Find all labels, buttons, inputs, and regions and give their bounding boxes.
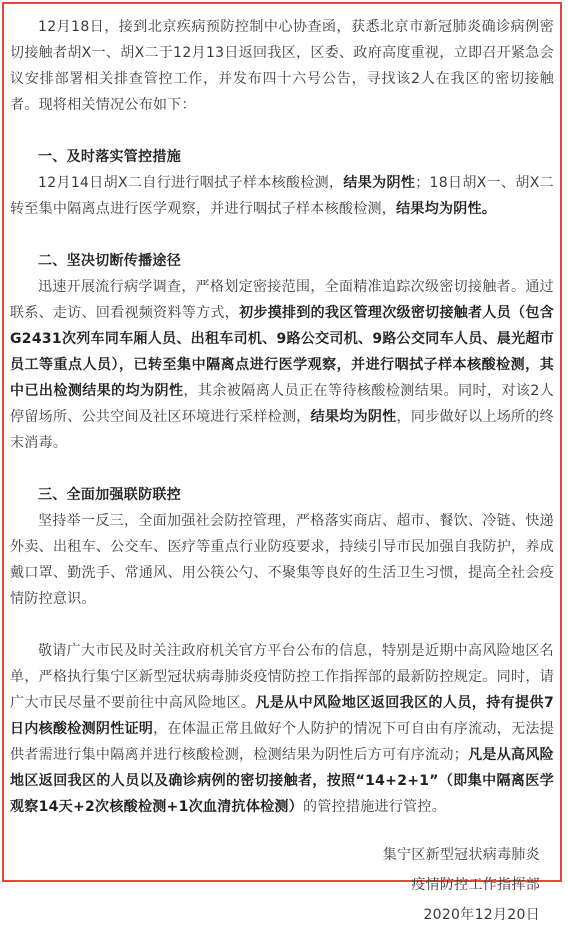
- section3-heading: 三、全面加强联防联控: [38, 487, 181, 503]
- signature-line-1: 集宁区新型冠状病毒肺炎: [382, 847, 540, 863]
- signature-date: 2020年12月20日: [423, 907, 540, 923]
- intro-text: 12月18日，接到北京疾病预防控制中心协查函，获悉北京市新冠肺炎确诊病例密切接触者胡X一、胡X二于12月13日返回我区，区委、政府高度重视，立即召开紧急会议安排部署相关排查管控工作，并发布四十六号公告，寻找该2人在我区的密切接触者。现将相关情况公布如下：: [10, 19, 554, 113]
- intro-paragraph: [10, 14, 554, 118]
- section2-paragraph: 迅速开展流行病学调查，严格划定密接范围，全面精准追踪次级密切接触者。通过联系、走访、回看视频资料等方式，初步摸排到的我区管理次级密切接触者人员（包含G2431次列车同车厢人员、出租车司机、9路公交司机、9路公交同车人员、晨光超市员工等重点人员），已转至集中隔离点进行医学观察，并进行咽拭子样本核酸检测，其中已出检测结果的均为阴性，其余被隔离人员正在等待核酸检测结果。同时，对该2人停留场所、公共空间及社区环境进行采样检测，结果均为阴性，同步做好以上场所的终末消毒。: [10, 279, 554, 451]
- announcement-body: [10, 14, 554, 930]
- section1-paragraph: 12月14日胡X二自行进行咽拭子样本核酸检测，结果为阴性；18日胡X一、胡X二转至集中隔离点进行医学观察，并进行咽拭子样本核酸检测，结果均为阴性。: [10, 175, 555, 217]
- section3-paragraph: 坚持举一反三，全面加强社会防控管理，严格落实商店、超市、餐饮、冷链、快递外卖、出租车、公交车、医疗等重点行业防疫要求，持续引导市民加强自我防护，养成戴口罩、勤洗手、常通风、用公筷公勺、不聚集等良好的生活卫生习惯，提高全社会疫情防控意识。: [10, 513, 554, 607]
- closing-paragraph: 敬请广大市民及时关注政府机关官方平台公布的信息，特别是近期中高风险地区名单，严格执行集宁区新型冠状病毒肺炎疫情防控工作指挥部的最新防控规定。同时，请广大市民尽量不要前往中高风险地区。凡是从中风险地区返回我区的人员，持有提供7日内核酸检测阴性证明，在体温正常且做好个人防护的情况下可自由有序流动，无法提供者需进行集中隔离并进行核酸检测，检测结果为阴性后方可有序流动；凡是从高风险地区返回我区的人员以及确诊病例的密切接触者，按照“14+2+1”（即集中隔离医学观察14天+2次核酸检测+1次血清抗体检测）的管控措施进行管控。: [10, 643, 555, 815]
- signature-line-2: 疫情防控工作指挥部: [411, 877, 540, 893]
- section1-heading: 一、及时落实管控措施: [38, 149, 181, 165]
- section2-heading: 二、坚决切断传播途径: [38, 253, 181, 269]
